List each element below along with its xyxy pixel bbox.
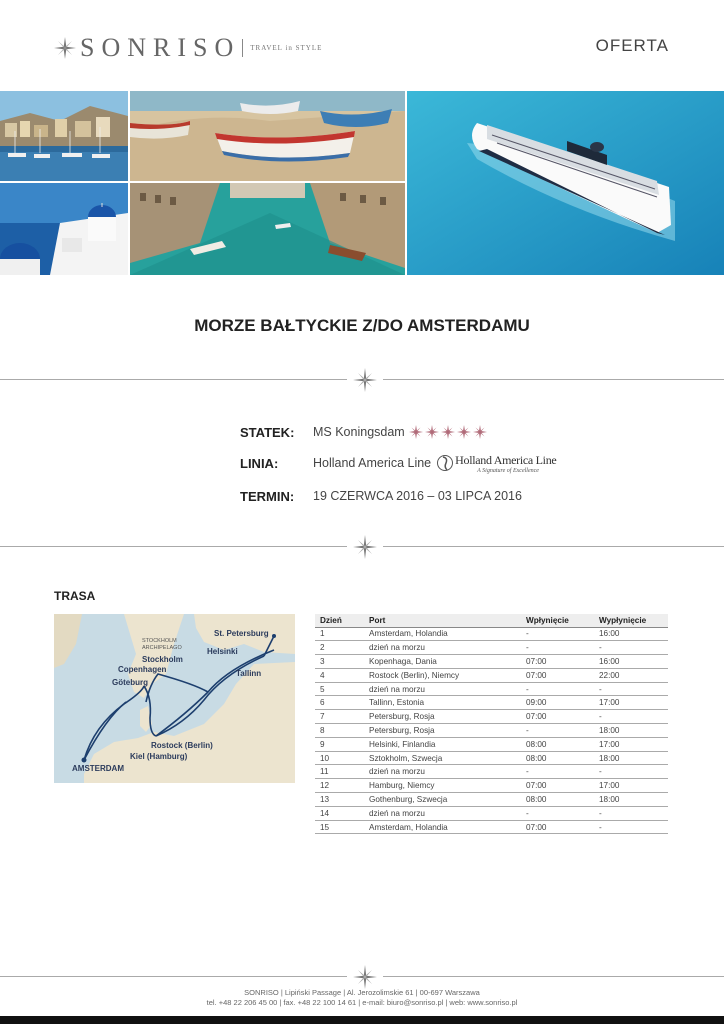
cell-arrival: -: [521, 627, 594, 641]
seahorse-emblem-icon: [437, 452, 453, 474]
route-map: [54, 614, 295, 783]
compass-star-rating-icon: [473, 425, 487, 439]
compass-icon: [353, 368, 377, 392]
term-value: 19 CZERWCA 2016 – 03 LIPCA 2016: [313, 489, 522, 503]
compass-icon: [353, 535, 377, 559]
cell-departure: -: [594, 710, 668, 724]
table-row: [315, 737, 668, 751]
col-header-departure: Wypłynięcie: [594, 614, 668, 627]
cell-day: 15: [315, 820, 364, 834]
cell-day: 7: [315, 710, 364, 724]
cell-day: 2: [315, 641, 364, 655]
compass-star-rating-icon: [441, 425, 455, 439]
cell-port: Tallinn, Estonia: [364, 696, 521, 710]
map-label: STOCKHOLM: [142, 638, 177, 644]
cell-port: dzień na morzu: [364, 765, 521, 779]
table-row: [315, 668, 668, 682]
cell-arrival: 07:00: [521, 779, 594, 793]
table-row: [315, 696, 668, 710]
map-label: Rostock (Berlin): [151, 741, 213, 750]
col-header-port: Port: [364, 614, 521, 627]
cell-arrival: 07:00: [521, 668, 594, 682]
table-row: [315, 641, 668, 655]
cell-departure: 17:00: [594, 779, 668, 793]
cell-day: 12: [315, 779, 364, 793]
table-row: [315, 806, 668, 820]
hal-logo-main: Holland America Line: [455, 452, 557, 467]
cell-port: Petersburg, Rosja: [364, 724, 521, 738]
map-label: Stockholm: [142, 655, 183, 664]
cell-arrival: -: [521, 682, 594, 696]
table-row: [315, 682, 668, 696]
cell-day: 10: [315, 751, 364, 765]
map-label: Kiel (Hamburg): [130, 752, 188, 761]
cell-arrival: -: [521, 765, 594, 779]
col-header-arrival: Wpłynięcie: [521, 614, 594, 627]
route-heading: TRASA: [54, 589, 96, 603]
cell-departure: -: [594, 682, 668, 696]
cell-departure: 18:00: [594, 724, 668, 738]
map-label: AMSTERDAM: [72, 764, 124, 773]
cell-arrival: -: [521, 806, 594, 820]
holland-america-logo: [437, 452, 556, 474]
table-row: [315, 765, 668, 779]
compass-star-rating-icon: [457, 425, 471, 439]
map-label: ARCHIPELAGO: [142, 645, 182, 651]
cell-day: 8: [315, 724, 364, 738]
footer-address: SONRISO | Lipiński Passage | Al. Jerozolimskie 61 | 00-697 Warszawa: [244, 988, 480, 997]
table-row: [315, 751, 668, 765]
cell-port: dzień na morzu: [364, 641, 521, 655]
page-title: MORZE BAŁTYCKIE Z/DO AMSTERDAMU: [194, 316, 530, 335]
compass-star-icon: [54, 37, 76, 59]
boats-beach-photo: [130, 91, 405, 181]
cell-arrival: -: [521, 641, 594, 655]
venice-canal-photo: [130, 183, 405, 275]
page-header: [0, 0, 724, 90]
table-row: [315, 820, 668, 834]
line-value: Holland America Line: [313, 456, 432, 470]
compass-divider: [0, 535, 724, 559]
santorini-photo: [0, 183, 128, 275]
photo-collage: [0, 91, 724, 275]
table-row: [315, 724, 668, 738]
cell-port: Gothenburg, Szwecja: [364, 793, 521, 807]
table-row: [315, 793, 668, 807]
cell-arrival: 07:00: [521, 820, 594, 834]
cell-day: 5: [315, 682, 364, 696]
cell-day: 4: [315, 668, 364, 682]
cell-port: Petersburg, Rosja: [364, 710, 521, 724]
bottom-bar: [0, 1016, 724, 1024]
map-label: Tallinn: [236, 669, 262, 678]
ship-label: STATEK:: [240, 424, 295, 440]
cell-departure: -: [594, 765, 668, 779]
compass-divider: [0, 965, 724, 989]
ship-value: MS Koningsdam: [313, 425, 405, 439]
compass-divider: [0, 368, 724, 392]
rating-stars: [409, 425, 487, 439]
col-header-day: Dzień: [315, 614, 364, 627]
cell-port: Helsinki, Finlandia: [364, 737, 521, 751]
cell-departure: -: [594, 820, 668, 834]
logo-text: SONRISO: [80, 33, 241, 62]
compass-star-rating-icon: [425, 425, 439, 439]
cell-port: Amsterdam, Holandia: [364, 820, 521, 834]
cell-port: dzień na morzu: [364, 682, 521, 696]
logo-separator: [242, 39, 243, 57]
cell-day: 3: [315, 655, 364, 669]
sonriso-logo[interactable]: [54, 33, 322, 63]
cell-port: Kopenhaga, Dania: [364, 655, 521, 669]
cell-arrival: 08:00: [521, 793, 594, 807]
cell-departure: 17:00: [594, 696, 668, 710]
cell-day: 1: [315, 627, 364, 641]
cell-arrival: -: [521, 724, 594, 738]
cell-departure: -: [594, 806, 668, 820]
footer-contact[interactable]: tel. +48 22 206 45 00 | fax. +48 22 100 14 61 | e-mail: biuro@sonriso.pl | web: www.sonriso.pl: [206, 998, 518, 1007]
cell-day: 9: [315, 737, 364, 751]
line-label: LINIA:: [240, 455, 279, 471]
oferta-label: OFERTA: [595, 36, 669, 55]
cell-port: Sztokholm, Szwecja: [364, 751, 521, 765]
hal-logo-sub: A Signature of Excellence: [477, 467, 539, 474]
cell-port: Amsterdam, Holandia: [364, 627, 521, 641]
map-label: Copenhagen: [118, 665, 167, 674]
cell-day: 6: [315, 696, 364, 710]
cell-departure: 16:00: [594, 627, 668, 641]
table-row: [315, 779, 668, 793]
harbor-photo: [0, 91, 128, 181]
cell-arrival: 07:00: [521, 710, 594, 724]
table-row: [315, 627, 668, 641]
cell-arrival: 08:00: [521, 751, 594, 765]
line-row: [240, 451, 660, 475]
cell-port: Rostock (Berlin), Niemcy: [364, 668, 521, 682]
cell-departure: 18:00: [594, 793, 668, 807]
cell-arrival: 09:00: [521, 696, 594, 710]
map-label: Helsinki: [207, 647, 238, 656]
cell-departure: -: [594, 641, 668, 655]
cell-arrival: 07:00: [521, 655, 594, 669]
page-footer: [0, 988, 724, 1008]
cell-port: dzień na morzu: [364, 806, 521, 820]
cell-arrival: 08:00: [521, 737, 594, 751]
logo-tagline: TRAVEL in STYLE: [250, 44, 323, 52]
cell-departure: 17:00: [594, 737, 668, 751]
cell-departure: 16:00: [594, 655, 668, 669]
itinerary-table: [315, 614, 668, 834]
term-label: TERMIN:: [240, 488, 295, 504]
table-header-row: [315, 614, 668, 627]
table-row: [315, 710, 668, 724]
cell-departure: 18:00: [594, 751, 668, 765]
table-row: [315, 655, 668, 669]
compass-icon: [353, 965, 377, 989]
map-label: Göteburg: [112, 678, 148, 687]
compass-star-rating-icon: [409, 425, 423, 439]
map-label: St. Petersburg: [214, 629, 269, 638]
ship-row: [240, 423, 660, 441]
cell-departure: 22:00: [594, 668, 668, 682]
cell-port: Hamburg, Niemcy: [364, 779, 521, 793]
cell-day: 11: [315, 765, 364, 779]
cell-day: 13: [315, 793, 364, 807]
cruise-ship-photo: [407, 91, 724, 275]
term-row: [240, 487, 660, 505]
cell-day: 14: [315, 806, 364, 820]
